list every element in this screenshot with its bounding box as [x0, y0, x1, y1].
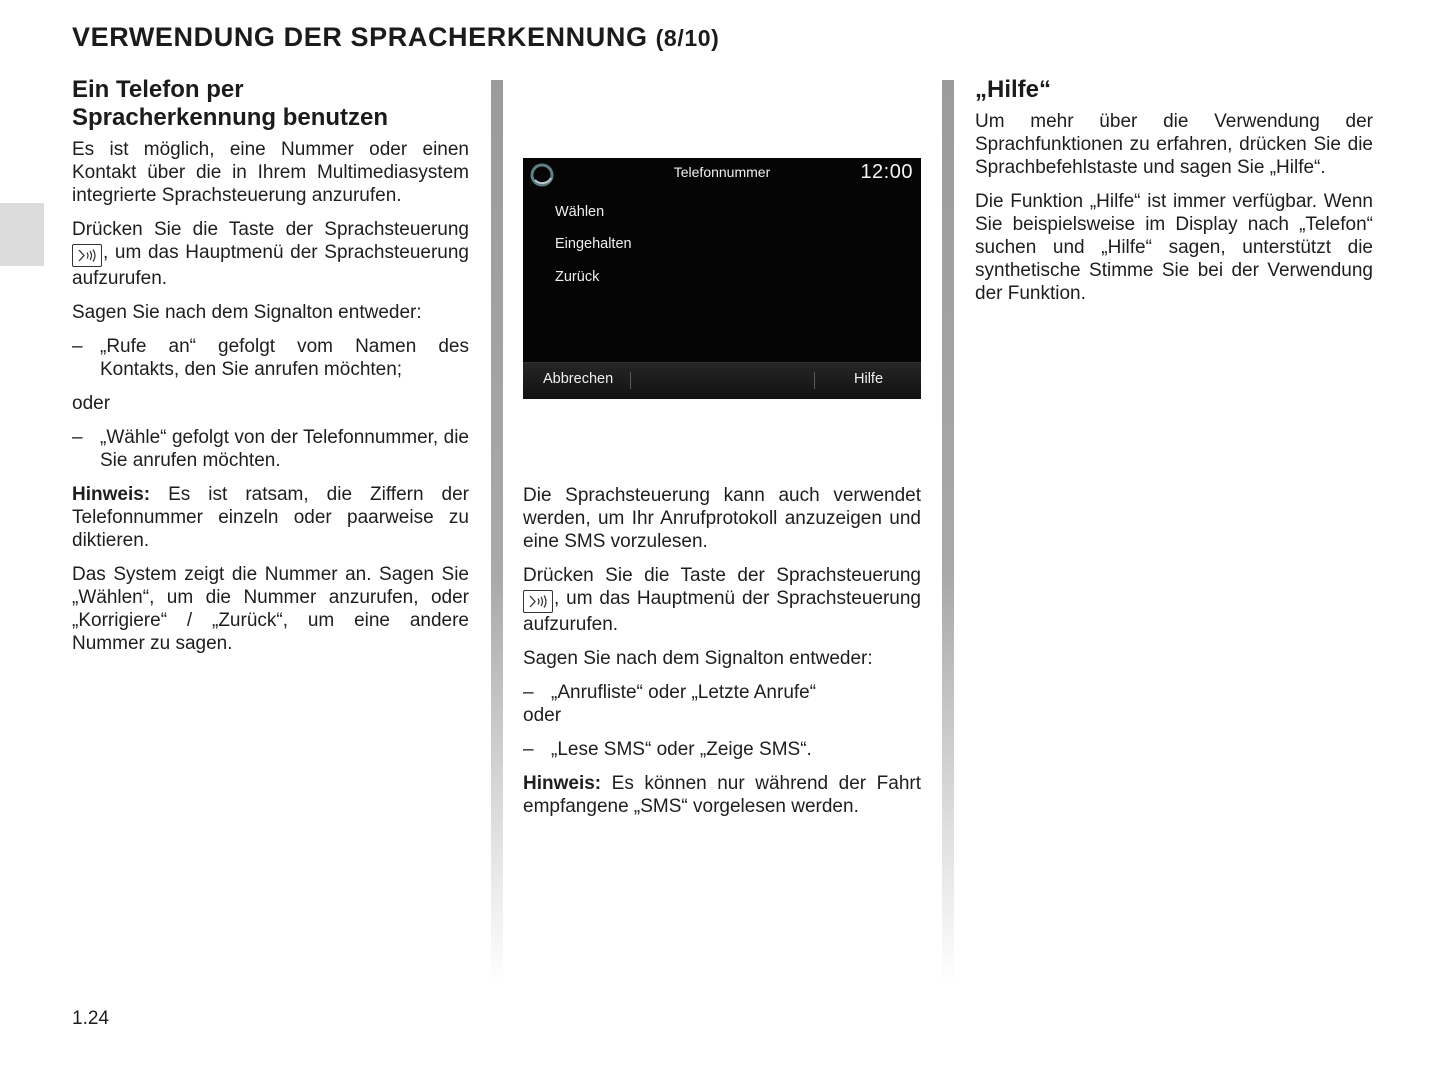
dash-bullet: –	[523, 682, 534, 703]
middle-note-label: Hinweis:	[523, 773, 602, 794]
left-voice-key-paragraph	[72, 218, 469, 290]
screen-title: Telefonnummer	[673, 164, 771, 180]
dash-bullet: –	[523, 739, 534, 760]
middle-option-call-log	[523, 681, 921, 704]
voice-command-key-icon	[72, 244, 102, 267]
right-heading: „Hilfe“	[975, 76, 1052, 103]
column-divider-right	[942, 80, 954, 985]
bar-separator	[814, 372, 815, 389]
left-voice-key-text-before: Drücken Sie die Taste der Sprachsteuerung	[72, 219, 469, 240]
left-option-call-contact-text: „Rufe an“ gefolgt vom Namen des Kontakts, den Sie anrufen möchten;	[100, 336, 469, 380]
right-help-intro-paragraph: Um mehr über die Verwendung der Sprachfunktionen zu erfahren, drücken Sie die Sprachbefehlstaste und sagen Sie „Hilfe“.	[975, 111, 1373, 178]
screen-clock: 12:00	[860, 161, 913, 183]
left-note-text: Es ist ratsam, die Ziffern der Telefonnummer einzeln oder paarweise zu diktieren.	[72, 484, 469, 551]
left-heading-line2: Spracherkennung benutzen	[72, 104, 389, 131]
right-column	[975, 76, 1373, 316]
page-title	[72, 22, 719, 53]
left-after-signal-paragraph: Sagen Sie nach dem Signalton entweder:	[72, 302, 422, 323]
page-number: 1.24	[72, 1008, 109, 1029]
right-help-availability-paragraph: Die Funktion „Hilfe“ ist immer verfügbar. Wenn Sie beispielsweise im Display nach „Telefon“ suchen und „Hilfe“ sagen, unterstützt die synthetische Stimme Sie bei der Verwendung der Funktion.	[975, 191, 1373, 304]
column-divider-left	[491, 80, 503, 985]
middle-option-call-log-text: „Anrufliste“ oder „Letzte Anrufe“	[551, 682, 817, 703]
dash-bullet: –	[72, 336, 83, 357]
dash-bullet: –	[72, 427, 83, 448]
left-note	[72, 483, 469, 552]
middle-note	[523, 772, 921, 818]
middle-option-read-sms-text: „Lese SMS“ oder „Zeige SMS“.	[551, 739, 812, 760]
middle-voice-key-paragraph	[523, 564, 921, 636]
page-title-text: VERWENDUNG DER SPRACHERKENNUNG	[72, 22, 648, 52]
middle-or-text: oder	[523, 705, 562, 726]
left-intro-paragraph: Es ist möglich, eine Nummer oder einen Kontakt über die in Ihrem Multimediasystem integrierte Sprachsteuerung anzurufen.	[72, 139, 469, 206]
middle-after-signal-paragraph: Sagen Sie nach dem Signalton entweder:	[523, 648, 873, 669]
left-heading	[72, 76, 469, 132]
screen-menu-item-received[interactable]: Eingehalten	[555, 236, 632, 252]
middle-voice-key-text-after: , um das Hauptmenü der Sprachsteuerung aufzurufen.	[523, 588, 921, 635]
left-or-text: oder	[72, 393, 111, 414]
page-part-indicator: (8/10)	[655, 25, 720, 51]
left-column	[72, 76, 469, 666]
screen-cancel-button[interactable]: Abbrechen	[543, 371, 614, 387]
middle-note-text: Es können nur während der Fahrt empfangene „SMS“ vorgelesen werden.	[523, 773, 921, 817]
middle-intro-paragraph: Die Sprachsteuerung kann auch verwendet werden, um Ihr Anrufprotokoll anzuzeigen und eine SMS vorzulesen.	[523, 485, 921, 552]
screen-help-button[interactable]: Hilfe	[854, 371, 884, 387]
left-voice-key-text-after: , um das Hauptmenü der Sprachsteuerung aufzurufen.	[72, 242, 469, 289]
phone-number-screen	[523, 158, 921, 399]
bar-separator	[630, 372, 631, 389]
middle-option-read-sms	[523, 738, 921, 761]
middle-voice-key-text-before: Drücken Sie die Taste der Sprachsteuerung	[523, 565, 921, 586]
left-option-call-contact	[72, 335, 469, 381]
middle-column	[523, 484, 921, 829]
screen-menu-item-back[interactable]: Zurück	[555, 269, 600, 285]
left-option-dial-number-text: „Wähle“ gefolgt von der Telefonnummer, die Sie anrufen möchten.	[100, 427, 469, 471]
left-number-display-paragraph: Das System zeigt die Nummer an. Sagen Sie „Wählen“, um die Nummer anzurufen, oder „Korrigiere“ / „Zurück“, um eine andere Nummer zu sagen.	[72, 564, 469, 654]
left-note-label: Hinweis:	[72, 484, 151, 505]
left-heading-line1: Ein Telefon per	[72, 76, 244, 103]
section-side-tab	[0, 203, 44, 266]
voice-command-key-icon	[523, 590, 553, 613]
left-option-dial-number	[72, 426, 469, 472]
screen-menu-item-dial[interactable]: Wählen	[555, 204, 605, 220]
screen-bottom-bar	[523, 362, 921, 399]
